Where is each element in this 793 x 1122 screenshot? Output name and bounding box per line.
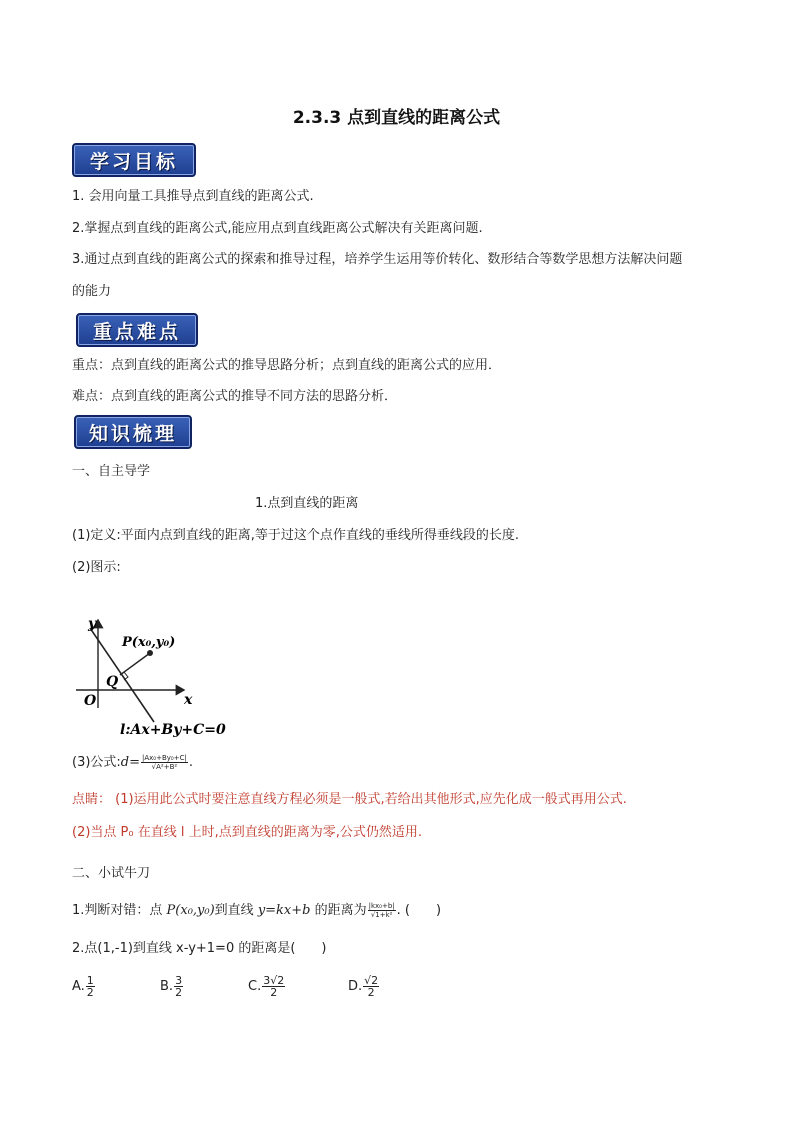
x-axis-label: x bbox=[184, 692, 193, 708]
option-b-letter: B. bbox=[160, 979, 174, 994]
formula-fraction bbox=[141, 754, 188, 771]
objective-3: 3.通过点到直线的距离公式的探索和推导过程，培养学生运用等价转化、数形结合等数学思想方法解决问题 bbox=[72, 252, 683, 267]
formula-end: . bbox=[188, 755, 193, 770]
objective-1: 1. 会用向量工具推导点到直线的距离公式. bbox=[72, 189, 314, 204]
option-d-fraction bbox=[363, 975, 379, 998]
objective-2: 2.掌握点到直线的距离公式,能应用点到直线距离公式解决有关距离问题. bbox=[72, 221, 483, 236]
option-a-fraction bbox=[86, 975, 95, 998]
origin-label: O bbox=[84, 693, 97, 709]
focus-text: 重点：点到直线的距离公式的推导思路分析；点到直线的距离公式的应用． bbox=[72, 358, 502, 373]
option-d-num: √2 bbox=[364, 974, 379, 987]
perpendicular-segment bbox=[120, 653, 150, 675]
figure-label: (2)图示: bbox=[72, 560, 121, 575]
objective-3-cont: 的能力 bbox=[72, 284, 112, 299]
option-c-fraction bbox=[262, 975, 285, 998]
q1-denominator: √1+k² bbox=[370, 911, 393, 919]
q1-end: . ( ) bbox=[396, 903, 442, 918]
y-axis-label: y bbox=[88, 616, 97, 632]
formula-prefix: (3)公式: bbox=[72, 755, 121, 770]
note-2: (2)当点 P₀ 在直线 l 上时,点到直线的距离为零,公式仍然适用. bbox=[72, 825, 423, 840]
banner-key-points: 重点难点 bbox=[76, 313, 198, 347]
option-d-den: 2 bbox=[367, 986, 375, 999]
note-1: 点睛： (1)运用此公式时要注意直线方程必须是一般式,若给出其他形式,应先化成一般式再用公式. bbox=[72, 792, 627, 807]
banner-objectives: 学习目标 bbox=[72, 143, 196, 177]
point-p-dot bbox=[147, 650, 153, 656]
option-a-den: 2 bbox=[86, 986, 94, 999]
distance-diagram bbox=[68, 608, 228, 740]
option-b-fraction bbox=[174, 975, 183, 998]
banner-knowledge: 知识梳理 bbox=[74, 415, 192, 449]
line-equation-label: l:Ax+By+C=0 bbox=[120, 722, 226, 738]
option-d[interactable] bbox=[348, 975, 380, 998]
option-a-letter: A. bbox=[72, 979, 85, 994]
q1-mid: 到直线 bbox=[214, 903, 258, 918]
question-1 bbox=[72, 902, 441, 920]
option-c-letter: C. bbox=[248, 979, 262, 994]
formula-line bbox=[72, 754, 193, 772]
option-c-den: 2 bbox=[270, 986, 278, 999]
point-q-label: Q bbox=[106, 674, 119, 690]
option-c-num: 3√2 bbox=[263, 974, 285, 987]
page-title: 2.3.3 点到直线的距离公式 bbox=[292, 108, 501, 128]
question-2: 2.点(1,-1)到直线 x-y+1=0 的距离是( ) bbox=[72, 941, 327, 956]
option-b-den: 2 bbox=[175, 986, 183, 999]
section2-heading: 二、小试牛刀 bbox=[72, 866, 151, 881]
definition-text: (1)定义:平面内点到直线的距离,等于过这个点作直线的垂线所得垂线段的长度. bbox=[72, 528, 520, 543]
option-b[interactable] bbox=[160, 975, 184, 998]
option-a-num: 1 bbox=[86, 974, 94, 987]
section1-subheading: 1.点到直线的距离 bbox=[255, 496, 359, 511]
q1-mid2: 的距离为 bbox=[310, 903, 367, 918]
difficulty-text: 难点：点到直线的距离公式的推导不同方法的思路分析． bbox=[72, 389, 398, 404]
formula-denominator: √A²+B² bbox=[151, 763, 178, 771]
option-b-num: 3 bbox=[175, 974, 183, 987]
formula-d: d= bbox=[120, 755, 141, 770]
option-c[interactable] bbox=[248, 975, 286, 998]
option-a[interactable] bbox=[72, 975, 96, 998]
section1-heading: 一、自主导学 bbox=[72, 464, 151, 479]
option-d-letter: D. bbox=[348, 979, 363, 994]
q1-numerator: |kx₀+b| bbox=[368, 902, 395, 910]
q1-prefix: 1.判断对错：点 bbox=[72, 903, 167, 918]
q1-fraction bbox=[368, 902, 396, 919]
q1-line: y=kx+b bbox=[257, 903, 311, 918]
point-p-label: P(x₀,y₀) bbox=[122, 635, 176, 650]
formula-numerator: |Ax₀+By₀+C| bbox=[142, 754, 187, 762]
q1-point: P(x₀,y₀) bbox=[166, 903, 215, 918]
